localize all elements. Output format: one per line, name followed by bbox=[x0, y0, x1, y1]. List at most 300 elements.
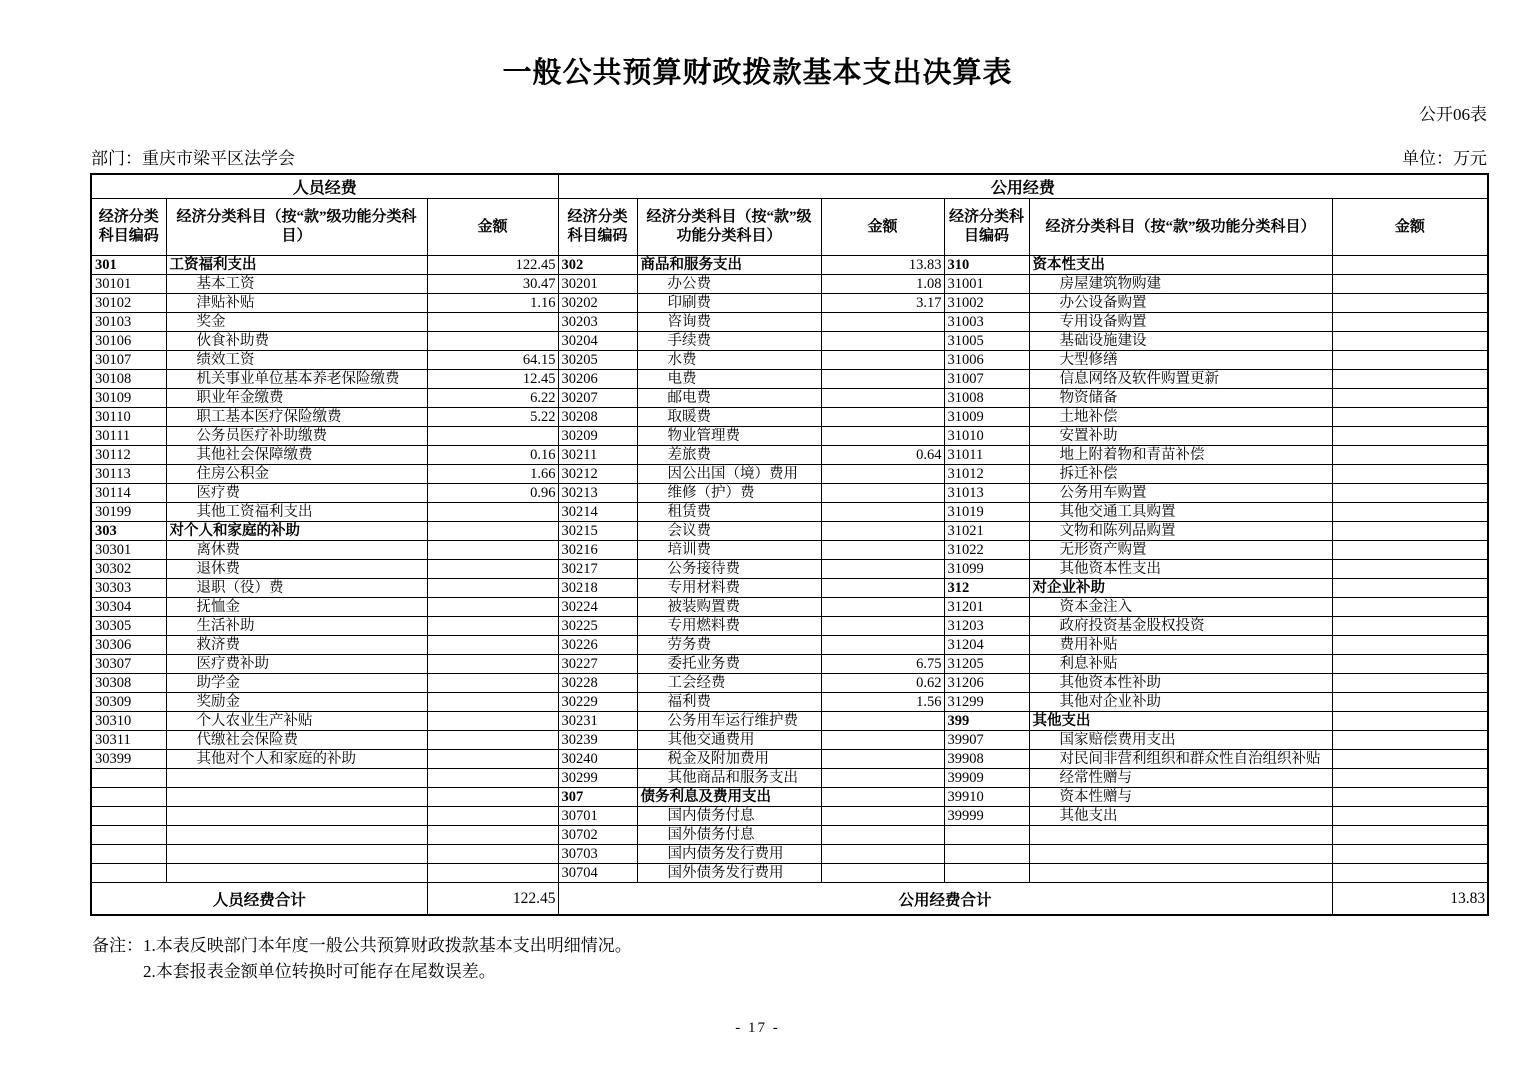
amount-cell bbox=[427, 655, 558, 674]
table-row bbox=[91, 389, 1488, 408]
subject-cell: 印刷费 bbox=[637, 294, 821, 313]
subject-cell: 水费 bbox=[637, 351, 821, 370]
group-header-row bbox=[91, 174, 1488, 199]
code-cell: 30306 bbox=[91, 636, 166, 655]
code-cell bbox=[91, 864, 166, 883]
column-header-code-2: 经济分类科目编码 bbox=[558, 199, 637, 256]
amount-cell bbox=[821, 579, 944, 598]
code-cell: 30110 bbox=[91, 408, 166, 427]
subject-cell: 工资福利支出 bbox=[166, 256, 427, 275]
subject-cell: 其他工资福利支出 bbox=[166, 503, 427, 522]
amount-cell bbox=[1332, 845, 1488, 864]
amount-cell bbox=[821, 617, 944, 636]
subject-cell: 生活补助 bbox=[166, 617, 427, 636]
table-row bbox=[91, 807, 1488, 826]
table-row bbox=[91, 370, 1488, 389]
amount-cell bbox=[821, 807, 944, 826]
table-row bbox=[91, 503, 1488, 522]
amount-cell bbox=[427, 598, 558, 617]
code-cell: 30301 bbox=[91, 541, 166, 560]
code-cell: 39909 bbox=[944, 769, 1029, 788]
code-cell: 39908 bbox=[944, 750, 1029, 769]
subject-cell: 经常性赠与 bbox=[1029, 769, 1332, 788]
subject-cell: 咨询费 bbox=[637, 313, 821, 332]
code-cell: 31011 bbox=[944, 446, 1029, 465]
subject-cell bbox=[1029, 864, 1332, 883]
subject-cell: 物业管理费 bbox=[637, 427, 821, 446]
code-cell: 39910 bbox=[944, 788, 1029, 807]
code-cell: 30231 bbox=[558, 712, 637, 731]
subject-cell: 职业年金缴费 bbox=[166, 389, 427, 408]
amount-cell bbox=[1332, 579, 1488, 598]
amount-cell bbox=[1332, 864, 1488, 883]
table-row bbox=[91, 579, 1488, 598]
subject-cell: 对个人和家庭的补助 bbox=[166, 522, 427, 541]
table-row bbox=[91, 788, 1488, 807]
table-row bbox=[91, 560, 1488, 579]
amount-cell bbox=[821, 351, 944, 370]
amount-cell bbox=[427, 636, 558, 655]
subject-cell: 差旅费 bbox=[637, 446, 821, 465]
table-row bbox=[91, 522, 1488, 541]
subject-cell: 个人农业生产补贴 bbox=[166, 712, 427, 731]
expenditure-table bbox=[90, 173, 1489, 916]
table-row bbox=[91, 332, 1488, 351]
code-cell: 31003 bbox=[944, 313, 1029, 332]
code-cell: 31022 bbox=[944, 541, 1029, 560]
code-cell: 31019 bbox=[944, 503, 1029, 522]
amount-cell bbox=[427, 826, 558, 845]
amount-cell bbox=[821, 826, 944, 845]
amount-cell bbox=[821, 332, 944, 351]
subject-cell: 机关事业单位基本养老保险缴费 bbox=[166, 370, 427, 389]
amount-cell bbox=[1332, 446, 1488, 465]
table-row bbox=[91, 731, 1488, 750]
code-cell: 30112 bbox=[91, 446, 166, 465]
subject-cell: 办公费 bbox=[637, 275, 821, 294]
code-cell: 31203 bbox=[944, 617, 1029, 636]
personnel-total-label: 人员经费合计 bbox=[91, 883, 427, 916]
amount-cell: 0.96 bbox=[427, 484, 558, 503]
code-cell: 30308 bbox=[91, 674, 166, 693]
subject-cell: 专用材料费 bbox=[637, 579, 821, 598]
table-row bbox=[91, 313, 1488, 332]
amount-cell bbox=[1332, 693, 1488, 712]
subject-cell: 伙食补助费 bbox=[166, 332, 427, 351]
column-header-amount-2: 金额 bbox=[821, 199, 944, 256]
subject-cell: 其他支出 bbox=[1029, 712, 1332, 731]
subject-cell: 医疗费补助 bbox=[166, 655, 427, 674]
amount-cell bbox=[1332, 560, 1488, 579]
code-cell: 30226 bbox=[558, 636, 637, 655]
subject-cell: 维修（护）费 bbox=[637, 484, 821, 503]
code-cell: 30305 bbox=[91, 617, 166, 636]
subject-cell: 地上附着物和青苗补偿 bbox=[1029, 446, 1332, 465]
code-cell: 30109 bbox=[91, 389, 166, 408]
amount-cell bbox=[427, 864, 558, 883]
table-footer bbox=[91, 883, 1488, 916]
amount-cell bbox=[1332, 541, 1488, 560]
subject-cell: 商品和服务支出 bbox=[637, 256, 821, 275]
subject-cell: 国外债务付息 bbox=[637, 826, 821, 845]
column-header-amount-1: 金额 bbox=[427, 199, 558, 256]
code-cell: 30701 bbox=[558, 807, 637, 826]
table-row bbox=[91, 598, 1488, 617]
code-cell: 30225 bbox=[558, 617, 637, 636]
table-row bbox=[91, 826, 1488, 845]
subject-cell: 离休费 bbox=[166, 541, 427, 560]
subject-cell: 拆迁补偿 bbox=[1029, 465, 1332, 484]
amount-cell: 6.22 bbox=[427, 389, 558, 408]
code-cell: 30303 bbox=[91, 579, 166, 598]
subject-cell: 对企业补助 bbox=[1029, 579, 1332, 598]
subject-cell: 会议费 bbox=[637, 522, 821, 541]
amount-cell bbox=[821, 731, 944, 750]
amount-cell bbox=[427, 579, 558, 598]
amount-cell: 12.45 bbox=[427, 370, 558, 389]
column-header-code-1: 经济分类科目编码 bbox=[91, 199, 166, 256]
subject-cell: 资本性赠与 bbox=[1029, 788, 1332, 807]
code-cell: 30206 bbox=[558, 370, 637, 389]
code-cell: 30310 bbox=[91, 712, 166, 731]
amount-cell: 0.62 bbox=[821, 674, 944, 693]
amount-cell bbox=[1332, 712, 1488, 731]
code-cell: 30309 bbox=[91, 693, 166, 712]
code-cell: 30208 bbox=[558, 408, 637, 427]
subject-cell: 福利费 bbox=[637, 693, 821, 712]
group-header-public: 公用经费 bbox=[558, 174, 1488, 199]
code-cell: 30207 bbox=[558, 389, 637, 408]
totals-row bbox=[91, 883, 1488, 916]
amount-cell bbox=[821, 370, 944, 389]
subject-cell: 其他支出 bbox=[1029, 807, 1332, 826]
amount-cell bbox=[1332, 807, 1488, 826]
subject-cell bbox=[166, 845, 427, 864]
code-cell: 31007 bbox=[944, 370, 1029, 389]
subject-cell: 其他资本性支出 bbox=[1029, 560, 1332, 579]
subject-cell: 电费 bbox=[637, 370, 821, 389]
subject-cell: 债务利息及费用支出 bbox=[637, 788, 821, 807]
subject-cell bbox=[166, 807, 427, 826]
code-cell: 30107 bbox=[91, 351, 166, 370]
code-cell: 30199 bbox=[91, 503, 166, 522]
amount-cell bbox=[427, 617, 558, 636]
amount-cell bbox=[1332, 503, 1488, 522]
subject-cell: 税金及附加费用 bbox=[637, 750, 821, 769]
amount-cell bbox=[427, 750, 558, 769]
subject-cell: 公务接待费 bbox=[637, 560, 821, 579]
table-row bbox=[91, 427, 1488, 446]
amount-cell bbox=[821, 560, 944, 579]
table-row bbox=[91, 712, 1488, 731]
amount-cell bbox=[821, 427, 944, 446]
column-header-subject-1: 经济分类科目（按“款”级功能分类科目） bbox=[166, 199, 427, 256]
subject-cell: 因公出国（境）费用 bbox=[637, 465, 821, 484]
subject-cell: 住房公积金 bbox=[166, 465, 427, 484]
amount-cell bbox=[427, 807, 558, 826]
code-cell: 30205 bbox=[558, 351, 637, 370]
amount-cell bbox=[1332, 617, 1488, 636]
subject-cell: 奖励金 bbox=[166, 693, 427, 712]
code-cell: 301 bbox=[91, 256, 166, 275]
amount-cell bbox=[1332, 256, 1488, 275]
code-cell: 31009 bbox=[944, 408, 1029, 427]
amount-cell bbox=[1332, 484, 1488, 503]
column-header-code-3: 经济分类科目编码 bbox=[944, 199, 1029, 256]
subject-cell: 劳务费 bbox=[637, 636, 821, 655]
code-cell: 302 bbox=[558, 256, 637, 275]
amount-cell bbox=[427, 731, 558, 750]
subject-cell: 其他交通工具购置 bbox=[1029, 503, 1332, 522]
subject-cell: 公务用车运行维护费 bbox=[637, 712, 821, 731]
subject-cell: 其他商品和服务支出 bbox=[637, 769, 821, 788]
subject-cell: 大型修缮 bbox=[1029, 351, 1332, 370]
amount-cell bbox=[427, 712, 558, 731]
amount-cell: 64.15 bbox=[427, 351, 558, 370]
amount-cell bbox=[821, 465, 944, 484]
amount-cell bbox=[1332, 389, 1488, 408]
amount-cell bbox=[427, 313, 558, 332]
amount-cell bbox=[427, 427, 558, 446]
subject-cell: 房屋建筑物购建 bbox=[1029, 275, 1332, 294]
table-row bbox=[91, 693, 1488, 712]
code-cell: 30302 bbox=[91, 560, 166, 579]
subject-cell: 工会经费 bbox=[637, 674, 821, 693]
amount-cell bbox=[1332, 332, 1488, 351]
group-header-personnel: 人员经费 bbox=[91, 174, 558, 199]
amount-cell: 1.56 bbox=[821, 693, 944, 712]
amount-cell bbox=[1332, 351, 1488, 370]
subject-cell bbox=[166, 769, 427, 788]
subject-cell: 国内债务发行费用 bbox=[637, 845, 821, 864]
subject-cell: 津贴补贴 bbox=[166, 294, 427, 313]
code-cell: 39999 bbox=[944, 807, 1029, 826]
subject-cell: 医疗费 bbox=[166, 484, 427, 503]
amount-cell bbox=[1332, 275, 1488, 294]
code-cell bbox=[944, 826, 1029, 845]
code-cell: 30704 bbox=[558, 864, 637, 883]
code-cell: 30299 bbox=[558, 769, 637, 788]
subject-cell: 退职（役）费 bbox=[166, 579, 427, 598]
amount-cell bbox=[821, 845, 944, 864]
column-header-row bbox=[91, 199, 1488, 256]
code-cell bbox=[944, 845, 1029, 864]
table-row bbox=[91, 446, 1488, 465]
code-cell: 30202 bbox=[558, 294, 637, 313]
code-cell: 30227 bbox=[558, 655, 637, 674]
code-cell: 30108 bbox=[91, 370, 166, 389]
code-cell: 30702 bbox=[558, 826, 637, 845]
code-cell: 30703 bbox=[558, 845, 637, 864]
amount-cell bbox=[427, 674, 558, 693]
code-cell: 30111 bbox=[91, 427, 166, 446]
subject-cell: 培训费 bbox=[637, 541, 821, 560]
code-cell: 30216 bbox=[558, 541, 637, 560]
subject-cell: 其他资本性补助 bbox=[1029, 674, 1332, 693]
code-cell: 399 bbox=[944, 712, 1029, 731]
subject-cell: 代缴社会保险费 bbox=[166, 731, 427, 750]
amount-cell bbox=[427, 522, 558, 541]
public-total-label: 公用经费合计 bbox=[558, 883, 1332, 916]
note-line-2: 2.本套报表金额单位转换时可能存在尾数误差。 bbox=[143, 962, 496, 981]
code-cell: 31005 bbox=[944, 332, 1029, 351]
code-cell: 30228 bbox=[558, 674, 637, 693]
code-cell: 30215 bbox=[558, 522, 637, 541]
amount-cell bbox=[821, 750, 944, 769]
code-cell: 31299 bbox=[944, 693, 1029, 712]
code-cell: 31021 bbox=[944, 522, 1029, 541]
code-cell bbox=[91, 788, 166, 807]
page-number: - 17 - bbox=[735, 1020, 780, 1036]
amount-cell bbox=[821, 484, 944, 503]
subject-cell bbox=[1029, 826, 1332, 845]
code-cell: 30212 bbox=[558, 465, 637, 484]
amount-cell bbox=[427, 332, 558, 351]
code-cell: 30209 bbox=[558, 427, 637, 446]
table-body bbox=[91, 256, 1488, 883]
code-cell: 31008 bbox=[944, 389, 1029, 408]
subject-cell: 其他对企业补助 bbox=[1029, 693, 1332, 712]
column-header-subject-2: 经济分类科目（按“款”级功能分类科目） bbox=[637, 199, 821, 256]
amount-cell bbox=[1332, 826, 1488, 845]
code-cell: 31002 bbox=[944, 294, 1029, 313]
column-header-amount-3: 金额 bbox=[1332, 199, 1488, 256]
table-row bbox=[91, 541, 1488, 560]
subject-cell: 信息网络及软件购置更新 bbox=[1029, 370, 1332, 389]
code-cell: 30224 bbox=[558, 598, 637, 617]
amount-cell: 1.16 bbox=[427, 294, 558, 313]
subject-cell: 国外债务发行费用 bbox=[637, 864, 821, 883]
amount-cell bbox=[821, 522, 944, 541]
subject-cell: 基本工资 bbox=[166, 275, 427, 294]
code-cell: 312 bbox=[944, 579, 1029, 598]
subject-cell: 政府投资基金股权投资 bbox=[1029, 617, 1332, 636]
subject-cell: 土地补偿 bbox=[1029, 408, 1332, 427]
page-title: 一般公共预算财政拨款基本支出决算表 bbox=[502, 57, 1013, 89]
amount-cell bbox=[821, 313, 944, 332]
amount-cell bbox=[1332, 788, 1488, 807]
amount-cell bbox=[1332, 769, 1488, 788]
amount-cell: 1.66 bbox=[427, 465, 558, 484]
amount-cell: 30.47 bbox=[427, 275, 558, 294]
subject-cell: 退休费 bbox=[166, 560, 427, 579]
code-cell: 303 bbox=[91, 522, 166, 541]
table-row bbox=[91, 275, 1488, 294]
code-cell bbox=[91, 826, 166, 845]
subject-cell: 文物和陈列品购置 bbox=[1029, 522, 1332, 541]
form-number-label: 公开06表 bbox=[1419, 105, 1487, 124]
amount-cell bbox=[821, 636, 944, 655]
code-cell: 30218 bbox=[558, 579, 637, 598]
amount-cell bbox=[1332, 465, 1488, 484]
amount-cell bbox=[821, 541, 944, 560]
table-row bbox=[91, 769, 1488, 788]
table-row bbox=[91, 617, 1488, 636]
subject-cell: 奖金 bbox=[166, 313, 427, 332]
subject-cell: 安置补助 bbox=[1029, 427, 1332, 446]
subject-cell: 租赁费 bbox=[637, 503, 821, 522]
code-cell: 30106 bbox=[91, 332, 166, 351]
code-cell: 31099 bbox=[944, 560, 1029, 579]
subject-cell: 对民间非营利组织和群众性自治组织补贴 bbox=[1029, 750, 1332, 769]
table-row bbox=[91, 465, 1488, 484]
code-cell: 30229 bbox=[558, 693, 637, 712]
code-cell: 30307 bbox=[91, 655, 166, 674]
amount-cell: 5.22 bbox=[427, 408, 558, 427]
code-cell: 30240 bbox=[558, 750, 637, 769]
subject-cell: 邮电费 bbox=[637, 389, 821, 408]
subject-cell: 绩效工资 bbox=[166, 351, 427, 370]
subject-cell: 职工基本医疗保险缴费 bbox=[166, 408, 427, 427]
table-header bbox=[91, 174, 1488, 256]
amount-cell bbox=[821, 864, 944, 883]
amount-cell bbox=[821, 503, 944, 522]
code-cell: 30102 bbox=[91, 294, 166, 313]
table-row bbox=[91, 674, 1488, 693]
subject-cell: 专用燃料费 bbox=[637, 617, 821, 636]
subject-cell bbox=[166, 864, 427, 883]
code-cell: 30204 bbox=[558, 332, 637, 351]
amount-cell: 0.64 bbox=[821, 446, 944, 465]
subject-cell: 国内债务付息 bbox=[637, 807, 821, 826]
code-cell: 31205 bbox=[944, 655, 1029, 674]
code-cell: 310 bbox=[944, 256, 1029, 275]
subject-cell: 其他对个人和家庭的补助 bbox=[166, 750, 427, 769]
subject-cell: 公务用车购置 bbox=[1029, 484, 1332, 503]
personnel-total-amount: 122.45 bbox=[427, 883, 558, 916]
code-cell: 30201 bbox=[558, 275, 637, 294]
table-row bbox=[91, 408, 1488, 427]
table-row bbox=[91, 845, 1488, 864]
code-cell: 30304 bbox=[91, 598, 166, 617]
subject-cell: 办公设备购置 bbox=[1029, 294, 1332, 313]
code-cell: 31012 bbox=[944, 465, 1029, 484]
note-line-1: 1.本表反映部门本年度一般公共预算财政拨款基本支出明细情况。 bbox=[143, 936, 632, 955]
subject-cell: 基础设施建设 bbox=[1029, 332, 1332, 351]
amount-cell bbox=[1332, 294, 1488, 313]
subject-cell: 委托业务费 bbox=[637, 655, 821, 674]
code-cell: 30399 bbox=[91, 750, 166, 769]
table-row bbox=[91, 351, 1488, 370]
amount-cell bbox=[1332, 674, 1488, 693]
amount-cell bbox=[821, 598, 944, 617]
amount-cell bbox=[1332, 731, 1488, 750]
code-cell: 30114 bbox=[91, 484, 166, 503]
department-label: 部门：重庆市梁平区法学会 bbox=[91, 149, 295, 168]
subject-cell: 被装购置费 bbox=[637, 598, 821, 617]
subject-cell: 费用补贴 bbox=[1029, 636, 1332, 655]
code-cell: 31204 bbox=[944, 636, 1029, 655]
subject-cell: 物资储备 bbox=[1029, 389, 1332, 408]
amount-cell: 122.45 bbox=[427, 256, 558, 275]
code-cell bbox=[944, 864, 1029, 883]
amount-cell bbox=[1332, 598, 1488, 617]
subject-cell: 资本金注入 bbox=[1029, 598, 1332, 617]
amount-cell bbox=[1332, 636, 1488, 655]
amount-cell bbox=[427, 560, 558, 579]
amount-cell bbox=[1332, 370, 1488, 389]
notes-lines bbox=[143, 933, 632, 985]
amount-cell bbox=[1332, 655, 1488, 674]
amount-cell: 3.17 bbox=[821, 294, 944, 313]
subject-cell: 手续费 bbox=[637, 332, 821, 351]
amount-cell bbox=[821, 389, 944, 408]
code-cell: 30217 bbox=[558, 560, 637, 579]
amount-cell bbox=[1332, 408, 1488, 427]
amount-cell bbox=[427, 769, 558, 788]
table-row bbox=[91, 864, 1488, 883]
code-cell: 30113 bbox=[91, 465, 166, 484]
